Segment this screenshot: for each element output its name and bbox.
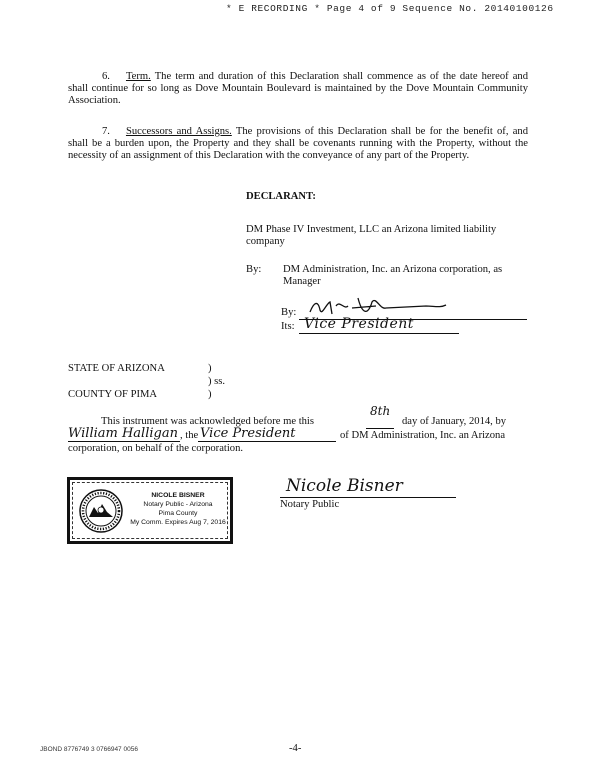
declarant-entity-line1: DM Phase IV Investment, LLC an Arizona limited liability <box>246 224 497 235</box>
notary-signature-line <box>280 497 456 498</box>
paragraph-heading: Successors and Assigns. <box>125 126 232 137</box>
its-line <box>299 333 459 334</box>
venue-paren: ) <box>208 363 212 374</box>
paragraph-number: 6. <box>102 71 110 82</box>
ack-the: , the <box>180 430 199 441</box>
paragraph-text: The term and duration of this Declaration shall commence as of the date hereof and shall continue for so long as Dove Mountain Boulevard is maintained by the Dove Mountain Community Association. <box>68 71 528 107</box>
paragraph-term <box>68 71 528 108</box>
ack-day-handwritten: 8th <box>370 404 391 418</box>
venue-paren: ) <box>208 389 212 400</box>
venue-ss: ) ss. <box>208 376 226 387</box>
ack-text-3: of DM Administration, Inc. an Arizona <box>340 430 506 441</box>
seal-expires: My Comm. Expires Aug 7, 2016 <box>130 519 226 526</box>
ack-title-handwritten: Vice President <box>200 426 296 441</box>
by2-label: By: <box>281 307 297 318</box>
manager-line2: Manager <box>283 276 321 287</box>
paragraph-successors <box>68 126 528 163</box>
notary-seal <box>67 477 233 544</box>
ack-title-line <box>198 441 336 442</box>
declarant-label: DECLARANT: <box>246 191 316 202</box>
ack-name-handwritten: William Halligan <box>68 426 178 441</box>
paragraph-heading: Term. <box>125 71 151 82</box>
page-number: -4- <box>289 743 302 754</box>
its-handwritten: Vice President <box>304 316 414 332</box>
seal-text <box>128 491 228 527</box>
declarant-entity-line2: company <box>246 236 285 247</box>
its-label: Its: <box>281 321 295 332</box>
seal-title: Notary Public - Arizona <box>143 501 213 508</box>
ack-text-1: This instrument was acknowledged before me this <box>101 416 314 427</box>
recording-header: * E RECORDING * Page 4 of 9 Sequence No. 20140100126 <box>226 3 554 14</box>
venue-county: COUNTY OF PIMA <box>68 389 158 400</box>
paragraph-text: The provisions of this Declaration shall be for the benefit of, and shall be a burden upon, the Property and they shall be covenants running with the Property, without the necessity of an assignment of this Declaration with the conveyance of any part of the Property. <box>68 126 528 162</box>
seal-county: Pima County <box>158 510 198 517</box>
arizona-seal-icon <box>78 488 124 534</box>
ack-text-2: day of January, 2014, by <box>402 416 507 427</box>
notary-label: Notary Public <box>280 499 340 510</box>
ack-day-line <box>366 428 394 429</box>
venue-state: STATE OF ARIZONA <box>68 363 165 374</box>
ack-text-4: corporation, on behalf of the corporation. <box>68 443 244 454</box>
ack-name-line <box>68 441 180 442</box>
footer-doc-code: JBOND 8776749 3 0766947 0056 <box>40 746 138 753</box>
by-label: By: <box>246 264 262 275</box>
manager-line1: DM Administration, Inc. an Arizona corporation, as <box>283 264 503 275</box>
paragraph-number: 7. <box>102 126 110 137</box>
notary-signature: Nicole Bisner <box>286 476 403 496</box>
seal-name: NICOLE BISNER <box>151 492 205 499</box>
